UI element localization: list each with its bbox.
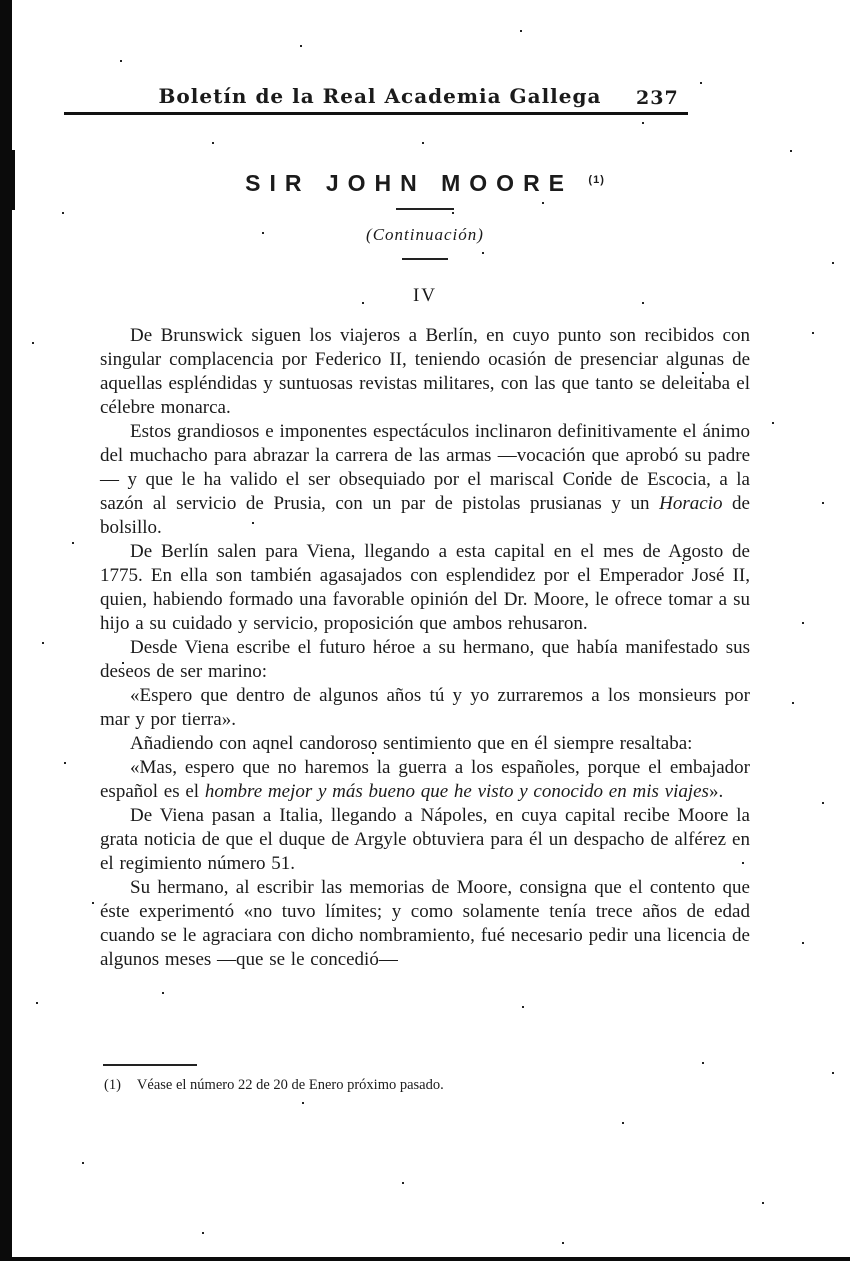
footnote: [104, 1077, 724, 1094]
paragraph-run-italic: Horacio: [659, 493, 723, 514]
paragraph-run: ».: [708, 781, 724, 802]
footnote-text: Véase el número 22 de 20 de Enero próximo pasado.: [136, 1077, 444, 1093]
title-divider: [396, 208, 454, 210]
paragraph: [100, 636, 750, 684]
paragraph: [100, 732, 750, 756]
paragraph-run: Estos grandiosos e imponentes espectáculos inclinaron definitivamente el ánimo del muchacho para abrazar la carrera de las armas —vocación que aprobó su padre— y que le ha valido el ser obsequiado por el mariscal Conde de Escocia, a la sazón al servicio de Prusia, con un par de pistolas prusianas y un: [100, 421, 750, 514]
article-subtitle: (Continuación): [366, 225, 484, 244]
subtitle-divider: [402, 258, 448, 260]
page-number: 237: [636, 87, 679, 109]
paragraph: [100, 324, 750, 420]
paragraph: [100, 540, 750, 636]
journal-title: Boletín de la Real Academia Gallega: [158, 84, 602, 108]
paragraph: [100, 684, 750, 732]
paragraph-run: De Brunswick siguen los viajeros a Berlín, en cuyo punto son recibidos con singular complacencia por Federico II, teniendo ocasión de presenciar algunas de aquellas espléndidas y suntuosas revistas militares, con las que tanto se deleitaba el célebre monarca.: [100, 325, 750, 418]
paragraph: [100, 756, 750, 804]
title-footnote-mark: (1): [588, 174, 605, 186]
paragraph-run: «Espero que dentro de algunos años tú y yo zurraremos a los monsieurs por mar y por tierra».: [100, 685, 750, 730]
paragraph-run: de bolsillo.: [100, 493, 750, 538]
paragraph-run: De Berlín salen para Viena, llegando a esta capital en el mes de Agosto de 1775. En ella son también agasajados con esplendidez por el Emperador José II, quien, habiendo formado una favorable opinión del Dr. Moore, le ofrece tomar a su hijo a su cuidado y servicio, proposición que ambos rehusaron.: [100, 541, 750, 634]
scan-noise: [0, 0, 2, 2]
paragraph-run-italic: hombre mejor y más bueno que he visto y conocido en mis viajes: [204, 781, 709, 802]
article-title: [100, 170, 750, 197]
paragraph-run: «Mas, espero que no haremos la guerra a los españoles, porque el embajador español es el: [100, 757, 750, 802]
paragraph: [100, 804, 750, 876]
footnote-divider: [103, 1064, 197, 1066]
footnote-mark: (1): [104, 1077, 121, 1093]
article-body: [100, 324, 750, 972]
paragraph-run: De Viena pasan a Italia, llegando a Nápoles, en cuya capital recibe Moore la grata noticia de que el duque de Argyle obtuviera para él un despacho de alférez en el regimiento número 51.: [100, 805, 750, 874]
paragraph-run: Desde Viena escribe el futuro héroe a su hermano, que había manifestado sus deseos de ser marino:: [100, 637, 750, 682]
paragraph: [100, 420, 750, 540]
scan-gutter-left: [0, 0, 12, 1261]
paragraph-run: Su hermano, al escribir las memorias de Moore, consigna que el contento que éste experimentó «no tuvo límites; y como solamente tenía trece años de edad cuando se le agraciara con dicho nombramiento, fué necesario pedir una licencia de algunos meses —que se le concedió—: [100, 877, 750, 970]
section-number: IV: [412, 285, 438, 306]
article-title-text: SIR JOHN MOORE: [245, 170, 574, 196]
header-rule: [64, 112, 688, 115]
scan-edge-bottom: [0, 1257, 850, 1261]
article: [100, 170, 750, 972]
paragraph: [100, 876, 750, 972]
paragraph-run: Añadiendo con aqnel candoroso sentimiento que en él siempre resaltaba:: [130, 733, 693, 754]
